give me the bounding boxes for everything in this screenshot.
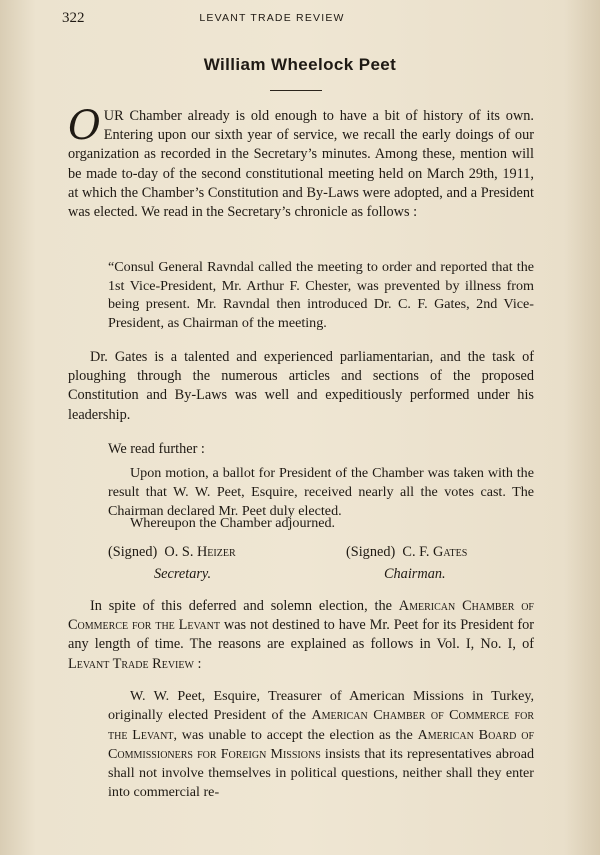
- whereupon-line: Whereupon the Chamber adjourned.: [130, 515, 336, 531]
- p3-text-c: :: [193, 655, 202, 672]
- intro-first-word: UR: [103, 108, 124, 124]
- quote3-text-a: W. W. Peet, Esquire, Treasurer of American Missions in Turkey, originally elected President of the: [108, 688, 534, 724]
- publication-name: Levant Trade Review: [68, 655, 194, 672]
- signed-prefix: (Signed): [108, 544, 158, 560]
- quote3-text-b: , was unable to accept the election as the: [173, 726, 418, 743]
- quote-minutes: “Consul General Ravndal called the meeting to order and reported that the 1st Vice-President, Mr. Arthur F. Chester, was prevented by illness from being present. Mr. Ravndal then introduced Dr. C. F. Gates, 2nd Vice-President, as Chairman of the meeting.: [108, 259, 534, 331]
- title-rule: [270, 90, 322, 91]
- running-title: LEVANT TRADE REVIEW: [199, 12, 345, 24]
- quote3-text-c: insists that its representatives abroad shall not involve themselves in political questions, neither shall they enter into commercial re-: [108, 745, 534, 801]
- board-name: American Board of Commissioners for Foreign Missions: [108, 726, 535, 762]
- signed-prefix: (Signed): [346, 544, 396, 560]
- page-number: 322: [62, 10, 85, 26]
- quote-review: [108, 687, 534, 803]
- quote-ballot: Upon motion, a ballot for President of the Chamber was taken with the result that W. W. Peet, Esquire, received nearly all the votes cast. The Chairman declared Mr. Peet duly elected.: [108, 465, 534, 519]
- paragraph-deferred-election: [68, 597, 534, 674]
- signer-name: C. F. Gates: [402, 544, 468, 560]
- p3-text-b: was not destined to have Mr. Peet for its President for any length of time. The reasons are explained as follows in Vol. I, No. I, of: [68, 617, 534, 653]
- intro-text: Chamber already is old enough to have a bit of history of its own. Entering upon our sixth year of service, we recall the early doings of our organization as recorded in the Secretary’s minutes. Among these, mention will be made to-day of the second constitutional meeting held on March 29th, 1911, at which the Chamber’s Constitution and By-Laws were adopted, and a President was elected. We read in the Secretary’s chronicle as follows :: [68, 108, 534, 221]
- signer-name: O. S. Heizer: [164, 544, 236, 560]
- drop-cap: O: [68, 103, 101, 149]
- organization-name: American Chamber of Commerce for the Levant: [108, 707, 534, 743]
- organization-name: American Chamber of Commerce for the Levant: [68, 598, 534, 634]
- role-secretary: Secretary.: [154, 566, 212, 582]
- signature-chairman: [346, 544, 467, 561]
- signature-secretary: [108, 544, 236, 561]
- we-read-further: We read further :: [108, 441, 205, 457]
- p3-text-a: In spite of this deferred and solemn election, the: [90, 598, 399, 614]
- page-header: [62, 10, 562, 30]
- paragraph-intro: [68, 103, 534, 222]
- role-chairman: Chairman.: [384, 566, 446, 582]
- paragraph-gates: Dr. Gates is a talented and experienced parliamentarian, and the task of ploughing through the numerous articles and sections of the proposed Constitution and By-Laws was well and expeditiously performed under his leadership.: [68, 349, 534, 423]
- article-title: William Wheelock Peet: [203, 55, 397, 74]
